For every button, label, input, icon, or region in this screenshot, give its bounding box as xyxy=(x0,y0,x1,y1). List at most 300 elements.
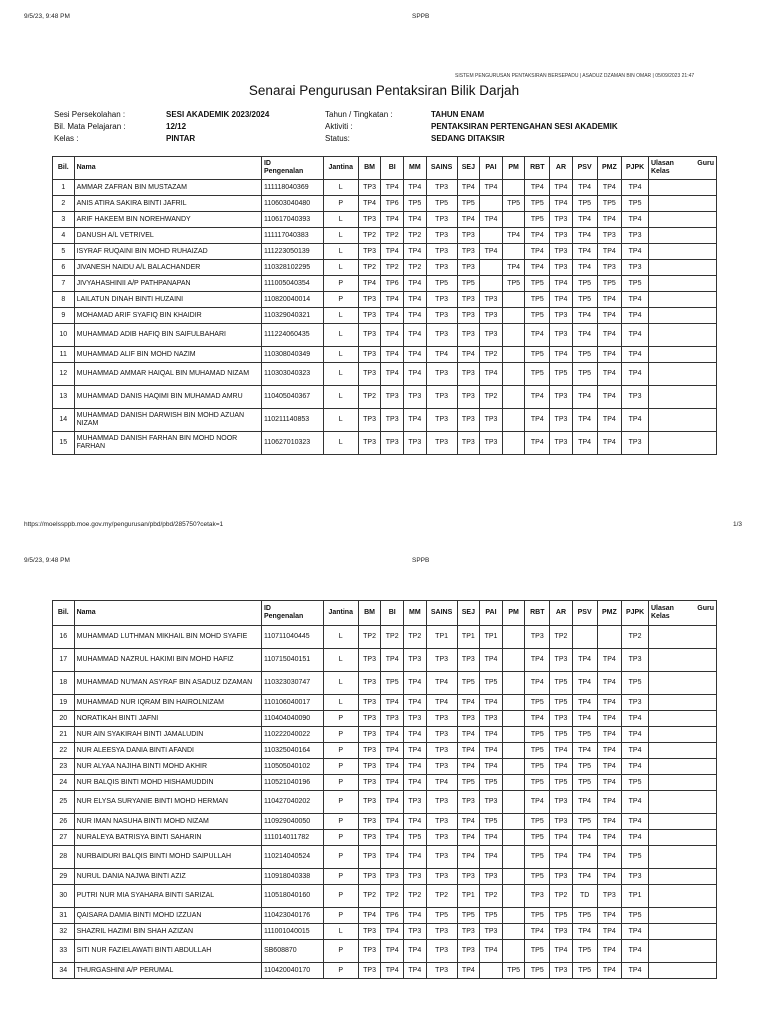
table-cell: TP5 xyxy=(404,196,427,212)
table-cell: TP4 xyxy=(572,324,597,347)
table-cell: NURBAIDURI BALQIS BINTI MOHD SAIPULLAH xyxy=(74,846,261,869)
table-cell: TP4 xyxy=(572,743,597,759)
table-cell: TP3 xyxy=(426,244,457,260)
table-cell: 25 xyxy=(53,791,75,814)
table-cell: L xyxy=(323,180,358,196)
table-cell: TP4 xyxy=(525,711,550,727)
table-cell: TP4 xyxy=(572,228,597,244)
table-cell: TP4 xyxy=(525,244,550,260)
table-cell xyxy=(502,347,525,363)
table-cell: TP3 xyxy=(550,244,573,260)
table-cell: TP5 xyxy=(525,276,550,292)
table-cell: TP4 xyxy=(381,791,404,814)
table-cell: TP3 xyxy=(457,260,480,276)
table-cell: TP4 xyxy=(597,727,622,743)
table-cell: P xyxy=(323,869,358,885)
meta-value: SEDANG DITAKSIR xyxy=(431,134,505,143)
meta-value: 12/12 xyxy=(166,122,187,131)
table-cell: TP4 xyxy=(381,775,404,791)
table-cell: TP2 xyxy=(426,885,457,908)
table-cell: TP4 xyxy=(502,228,525,244)
table-cell: 110308040349 xyxy=(261,347,323,363)
table-cell: TP3 xyxy=(358,869,381,885)
table-cell: TP4 xyxy=(404,324,427,347)
column-header: SAINS xyxy=(426,601,457,626)
table-cell: TP5 xyxy=(525,963,550,979)
table-cell: L xyxy=(323,695,358,711)
table-cell: TP4 xyxy=(381,324,404,347)
table-cell: TP3 xyxy=(550,869,573,885)
table-cell: TP5 xyxy=(502,196,525,212)
table-cell: TP4 xyxy=(597,244,622,260)
table-cell: 110420040170 xyxy=(261,963,323,979)
table-cell: TP5 xyxy=(404,830,427,846)
table-cell: TP4 xyxy=(550,276,573,292)
table-cell: TP4 xyxy=(525,228,550,244)
table-cell: TP3 xyxy=(426,324,457,347)
table-cell: 111117040383 xyxy=(261,228,323,244)
table-cell: TP3 xyxy=(550,324,573,347)
table-cell: TP3 xyxy=(550,212,573,228)
table-cell: 110627010323 xyxy=(261,432,323,455)
table-cell xyxy=(648,626,716,649)
table-cell xyxy=(502,386,525,409)
table-cell xyxy=(502,308,525,324)
table-cell: NORATIKAH BINTI JAFNI xyxy=(74,711,261,727)
table-cell: TP4 xyxy=(381,924,404,940)
table-cell: NUR ALYAA NAJIHA BINTI MOHD AKHIR xyxy=(74,759,261,775)
table-row xyxy=(53,791,717,814)
table-cell: P xyxy=(323,885,358,908)
table-cell: 23 xyxy=(53,759,75,775)
table-cell: TP3 xyxy=(457,940,480,963)
table-cell xyxy=(648,244,716,260)
table-cell: TP3 xyxy=(404,649,427,672)
table-cell: TP4 xyxy=(404,308,427,324)
table-cell: TP4 xyxy=(550,347,573,363)
table-cell xyxy=(648,846,716,869)
table-cell xyxy=(648,324,716,347)
table-cell xyxy=(648,791,716,814)
table-cell: TP5 xyxy=(502,963,525,979)
table-cell: P xyxy=(323,711,358,727)
table-cell xyxy=(502,830,525,846)
table-cell: TP4 xyxy=(597,963,622,979)
table-cell: TP4 xyxy=(597,308,622,324)
table-cell xyxy=(648,830,716,846)
table-cell: TP4 xyxy=(457,830,480,846)
table-cell xyxy=(502,743,525,759)
table-row xyxy=(53,814,717,830)
table-cell: TP4 xyxy=(622,743,649,759)
column-header: SEJ xyxy=(457,157,480,180)
table-cell xyxy=(648,228,716,244)
table-cell: TP4 xyxy=(381,649,404,672)
table-cell: TP4 xyxy=(550,940,573,963)
table-cell xyxy=(648,924,716,940)
table-cell xyxy=(648,672,716,695)
print-datetime: 9/5/23, 9:48 PM xyxy=(24,13,70,20)
table-cell: TP3 xyxy=(426,940,457,963)
table-cell: TP5 xyxy=(480,814,503,830)
table-cell: TP4 xyxy=(457,759,480,775)
table-cell: TP3 xyxy=(358,308,381,324)
table-cell xyxy=(480,260,503,276)
table-cell: TP4 xyxy=(404,775,427,791)
table-cell xyxy=(502,869,525,885)
table-cell: TP5 xyxy=(622,775,649,791)
table-cell: TP5 xyxy=(597,196,622,212)
column-header: PAI xyxy=(480,157,503,180)
table-cell: TP3 xyxy=(480,308,503,324)
table-cell: TP2 xyxy=(381,228,404,244)
table-cell xyxy=(648,347,716,363)
table-cell: TP4 xyxy=(457,846,480,869)
table-cell: TP6 xyxy=(381,276,404,292)
table-cell: 110427040202 xyxy=(261,791,323,814)
table-cell: TP4 xyxy=(525,324,550,347)
column-header: Bil. xyxy=(53,601,75,626)
table-cell: TP4 xyxy=(457,814,480,830)
table-cell: MUHAMMAD DANIS HAQIMI BIN MUHAMAD AMRU xyxy=(74,386,261,409)
table-cell: TP3 xyxy=(381,711,404,727)
table-cell: TP3 xyxy=(381,409,404,432)
table-cell: TP5 xyxy=(480,908,503,924)
table-cell: NUR IMAN NASUHA BINTI MOHD NIZAM xyxy=(74,814,261,830)
table-cell: TP2 xyxy=(404,228,427,244)
table-cell: TP3 xyxy=(550,924,573,940)
table-cell: TP5 xyxy=(381,672,404,695)
table-cell: 3 xyxy=(53,212,75,228)
table-cell: 110106040017 xyxy=(261,695,323,711)
table-row xyxy=(53,963,717,979)
table-cell: TP3 xyxy=(550,260,573,276)
table-cell: TP3 xyxy=(358,814,381,830)
table-cell: TP4 xyxy=(550,846,573,869)
table-cell: TP3 xyxy=(550,963,573,979)
table-row xyxy=(53,212,717,228)
table-cell: TP4 xyxy=(597,180,622,196)
table-cell: TP5 xyxy=(525,908,550,924)
table-cell: TP3 xyxy=(550,711,573,727)
table-row xyxy=(53,869,717,885)
table-cell: TP5 xyxy=(622,846,649,869)
table-cell: TP3 xyxy=(426,963,457,979)
table-cell xyxy=(648,743,716,759)
table-cell: JIVANESH NAIDU A/L BALACHANDER xyxy=(74,260,261,276)
table-cell: TP4 xyxy=(572,432,597,455)
table-cell: 111224060435 xyxy=(261,324,323,347)
table-cell xyxy=(648,963,716,979)
table-cell: TP4 xyxy=(525,260,550,276)
table-cell: TP3 xyxy=(457,869,480,885)
table-cell xyxy=(480,228,503,244)
table-cell: TP3 xyxy=(358,743,381,759)
table-cell: JIVYAHASHINII A/P PATHPANAPAN xyxy=(74,276,261,292)
table-cell: TP5 xyxy=(525,743,550,759)
table-cell xyxy=(502,212,525,228)
column-header: PSV xyxy=(572,157,597,180)
table-cell: TP4 xyxy=(525,386,550,409)
table-cell: TP5 xyxy=(525,292,550,308)
table-cell: L xyxy=(323,308,358,324)
column-header: BM xyxy=(358,601,381,626)
table-cell: TP3 xyxy=(457,386,480,409)
table-cell: TP5 xyxy=(457,775,480,791)
column-header: PJPK xyxy=(622,601,649,626)
table-cell: TP3 xyxy=(426,363,457,386)
table-cell: TP4 xyxy=(572,260,597,276)
table-cell: MUHAMMAD ALIF BIN MOHD NAZIM xyxy=(74,347,261,363)
table-cell: TP4 xyxy=(622,727,649,743)
table-cell: TP4 xyxy=(404,727,427,743)
table-cell: 1 xyxy=(53,180,75,196)
table-cell xyxy=(648,276,716,292)
table-cell: TP4 xyxy=(381,180,404,196)
table-cell xyxy=(480,963,503,979)
table-cell: TP4 xyxy=(597,432,622,455)
table-cell: TP4 xyxy=(480,830,503,846)
table-cell: TP4 xyxy=(597,908,622,924)
table-cell: 110328102295 xyxy=(261,260,323,276)
table-cell: ISYRAF RUQAINI BIN MOHD RUHAIZAD xyxy=(74,244,261,260)
table-cell: 110211140853 xyxy=(261,409,323,432)
table-cell: NUR BALQIS BINTI MOHD HISHAMUDDIN xyxy=(74,775,261,791)
table-cell: 13 xyxy=(53,386,75,409)
table-cell: MUHAMMAD ADIB HAFIQ BIN SAIFULBAHARI xyxy=(74,324,261,347)
table-cell: TP4 xyxy=(622,940,649,963)
column-header: PMZ xyxy=(597,601,622,626)
table-cell: TP3 xyxy=(622,386,649,409)
table-cell: TP3 xyxy=(426,308,457,324)
column-header: Bil. xyxy=(53,157,75,180)
table-row xyxy=(53,324,717,347)
table-cell: TP3 xyxy=(404,386,427,409)
table-cell: MUHAMMAD DANISH DARWISH BIN MOHD AZUAN NIZAM xyxy=(74,409,261,432)
table-cell: 8 xyxy=(53,292,75,308)
table-cell: P xyxy=(323,830,358,846)
table-cell: P xyxy=(323,908,358,924)
table-cell: 110303040323 xyxy=(261,363,323,386)
table-cell: TP1 xyxy=(426,626,457,649)
table-cell: TP4 xyxy=(597,672,622,695)
table-cell: TP2 xyxy=(404,885,427,908)
table-cell: TP3 xyxy=(358,963,381,979)
table-cell: TP3 xyxy=(426,759,457,775)
table-cell xyxy=(648,409,716,432)
table-cell: TP3 xyxy=(550,649,573,672)
column-header: PSV xyxy=(572,601,597,626)
table-cell: 110325040164 xyxy=(261,743,323,759)
table-cell: LAILATUN DINAH BINTI HUZAINI xyxy=(74,292,261,308)
table-cell: TP4 xyxy=(622,347,649,363)
table-cell: TP3 xyxy=(457,228,480,244)
table-cell: 111014011782 xyxy=(261,830,323,846)
table-cell: TP4 xyxy=(622,814,649,830)
table-cell: TP4 xyxy=(358,276,381,292)
table-cell: TP4 xyxy=(572,672,597,695)
table-cell: TP4 xyxy=(550,830,573,846)
table-cell: 7 xyxy=(53,276,75,292)
column-header: Ulasan Guru Kelas xyxy=(648,157,716,180)
table-cell: TP5 xyxy=(572,727,597,743)
table-cell xyxy=(648,260,716,276)
table-cell: TP5 xyxy=(550,908,573,924)
table-cell: TP4 xyxy=(572,308,597,324)
table-cell: TP1 xyxy=(457,626,480,649)
column-header: BI xyxy=(381,601,404,626)
table-cell: TP3 xyxy=(426,180,457,196)
table-cell: TP4 xyxy=(457,180,480,196)
table-cell: 110505040102 xyxy=(261,759,323,775)
column-header: PJPK xyxy=(622,157,649,180)
table-cell: TP5 xyxy=(457,196,480,212)
table-cell: SITI NUR FAZIELAWATI BINTI ABDULLAH xyxy=(74,940,261,963)
table-cell: TP3 xyxy=(622,695,649,711)
meta-label: Status: xyxy=(325,134,350,143)
table-cell: TP4 xyxy=(622,759,649,775)
table-cell: TP4 xyxy=(381,830,404,846)
assessment-table-page-1 xyxy=(52,156,717,455)
table-cell: TP4 xyxy=(597,649,622,672)
table-cell: TP3 xyxy=(480,924,503,940)
table-cell: TP5 xyxy=(572,759,597,775)
table-cell: TP3 xyxy=(457,649,480,672)
table-cell: P xyxy=(323,196,358,212)
table-cell: TP5 xyxy=(572,814,597,830)
table-row xyxy=(53,626,717,649)
table-cell: TP4 xyxy=(597,830,622,846)
table-cell: TP3 xyxy=(426,432,457,455)
table-cell: TP4 xyxy=(597,791,622,814)
table-cell: TP1 xyxy=(480,626,503,649)
table-cell: TP4 xyxy=(572,924,597,940)
table-cell: TP3 xyxy=(457,292,480,308)
table-cell: P xyxy=(323,292,358,308)
table-cell: 9 xyxy=(53,308,75,324)
table-cell: TP3 xyxy=(426,711,457,727)
table-cell: TP4 xyxy=(404,846,427,869)
table-cell: TP4 xyxy=(597,711,622,727)
table-cell: TP4 xyxy=(550,292,573,308)
table-cell: 110918040338 xyxy=(261,869,323,885)
table-cell: NURUL DANIA NAJWA BINTI AZIZ xyxy=(74,869,261,885)
table-cell: TP2 xyxy=(358,228,381,244)
table-row xyxy=(53,775,717,791)
table-cell: TP4 xyxy=(404,814,427,830)
table-cell: TP5 xyxy=(572,363,597,386)
table-cell: TP5 xyxy=(550,363,573,386)
table-cell xyxy=(648,885,716,908)
table-cell: 20 xyxy=(53,711,75,727)
table-cell xyxy=(648,775,716,791)
table-cell xyxy=(648,432,716,455)
table-cell xyxy=(648,908,716,924)
column-header: Ulasan Guru Kelas xyxy=(648,601,716,626)
table-cell: TP4 xyxy=(381,743,404,759)
table-row xyxy=(53,940,717,963)
table-cell: 16 xyxy=(53,626,75,649)
system-line: SISTEM PENGURUSAN PENTAKSIRAN BERSEPADU | ASADUZ DZAMAN BIN OMAR | 05/09/2023 21:47 xyxy=(455,73,695,79)
table-cell: TP5 xyxy=(550,775,573,791)
table-cell: 110715040151 xyxy=(261,649,323,672)
table-cell: TP3 xyxy=(358,180,381,196)
table-cell: TP2 xyxy=(622,626,649,649)
table-cell: TP1 xyxy=(457,885,480,908)
table-cell: 5 xyxy=(53,244,75,260)
table-cell: L xyxy=(323,409,358,432)
table-row xyxy=(53,759,717,775)
table-cell: TP3 xyxy=(358,695,381,711)
table-cell: L xyxy=(323,212,358,228)
meta-value: TAHUN ENAM xyxy=(431,110,485,119)
table-cell: TP4 xyxy=(572,830,597,846)
table-cell: TP4 xyxy=(597,814,622,830)
table-cell: TP3 xyxy=(525,626,550,649)
column-header: ID Pengenalan xyxy=(261,157,323,180)
table-row xyxy=(53,727,717,743)
table-cell: TP4 xyxy=(622,212,649,228)
table-cell: TP4 xyxy=(597,743,622,759)
table-cell: TP3 xyxy=(381,432,404,455)
table-cell xyxy=(648,814,716,830)
table-cell xyxy=(502,791,525,814)
table-cell: TP3 xyxy=(404,924,427,940)
table-cell: TP4 xyxy=(550,196,573,212)
table-cell: TP5 xyxy=(525,363,550,386)
table-cell xyxy=(648,869,716,885)
table-cell: TP3 xyxy=(358,846,381,869)
column-header: PAI xyxy=(480,601,503,626)
table-cell: TP4 xyxy=(622,711,649,727)
table-cell: 110405040367 xyxy=(261,386,323,409)
table-cell: TP4 xyxy=(381,963,404,979)
table-cell: L xyxy=(323,228,358,244)
meta-left xyxy=(54,109,314,145)
table-cell: TP4 xyxy=(426,672,457,695)
table-cell: 110423040176 xyxy=(261,908,323,924)
table-cell: MUHAMMAD NU'MAN ASYRAF BIN ASADUZ DZAMAN xyxy=(74,672,261,695)
table-cell: TP3 xyxy=(597,260,622,276)
table-cell: TP3 xyxy=(358,432,381,455)
table-cell: TP3 xyxy=(457,324,480,347)
footer-url[interactable]: https://moelssppb.moe.gov.my/pengurusan/pbd/pbd/285750?cetak=1 xyxy=(24,521,224,528)
table-cell: TP4 xyxy=(597,212,622,228)
table-cell: TP4 xyxy=(597,940,622,963)
table-cell: 111118040369 xyxy=(261,180,323,196)
table-cell: TP4 xyxy=(572,649,597,672)
table-cell: P xyxy=(323,846,358,869)
table-cell: TP3 xyxy=(622,228,649,244)
table-cell: TP3 xyxy=(358,292,381,308)
table-row xyxy=(53,711,717,727)
table-cell: MUHAMMAD NUR IQRAM BIN HAIROLNIZAM xyxy=(74,695,261,711)
table-cell: TP4 xyxy=(426,347,457,363)
table-cell: TP4 xyxy=(480,846,503,869)
table-row xyxy=(53,180,717,196)
table-cell: TP4 xyxy=(381,244,404,260)
table-cell: TP3 xyxy=(457,363,480,386)
column-header: Nama xyxy=(74,157,261,180)
table-cell: L xyxy=(323,626,358,649)
column-header: SEJ xyxy=(457,601,480,626)
table-cell: TP4 xyxy=(404,695,427,711)
table-cell: TP3 xyxy=(550,386,573,409)
table-cell: TP4 xyxy=(404,963,427,979)
table-cell: TP5 xyxy=(525,846,550,869)
table-cell: TP5 xyxy=(597,276,622,292)
table-cell: L xyxy=(323,363,358,386)
